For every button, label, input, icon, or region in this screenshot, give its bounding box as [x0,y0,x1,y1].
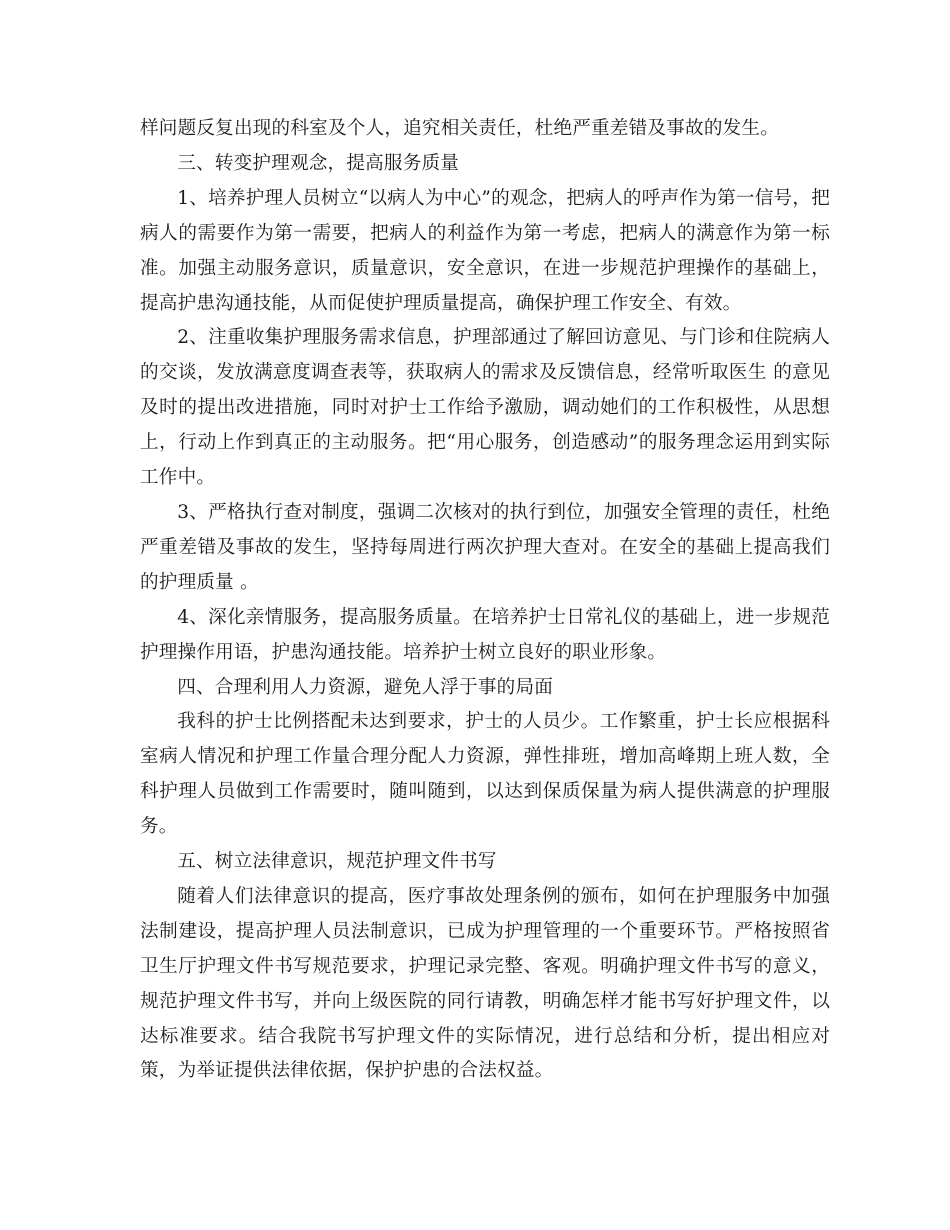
section-heading-3: 三、转变护理观念，提高服务质量 [177,152,460,174]
document-body [140,112,830,1089]
paragraph-staffing: 我科的护士比例搭配未达到要求，护士的人员少。工作繁重，护士长应根据科室病人情况和护理工作量合理分配人力资源，弹性排班，增加高峰期上班人数，全科护理人员做到工作需要时，随叫随到，以达到保质保量为病人提供满意的护理服务。 [140,711,830,838]
paragraph-item-4: 4、深化亲情服务，提高服务质量。在培养护士日常礼仪的基础上，进一步规范护理操作用语，护患沟通技能。培养护士树立良好的职业形象。 [140,606,830,663]
section-heading-4: 四、合理利用人力资源，避免人浮于事的局面 [177,676,554,698]
paragraph-item-1: 1、培养护理人员树立“以病人为中心”的观念，把病人的呼声作为第一信号，把病人的需要作为第一需要，把病人的利益作为第一考虑，把病人的满意作为第一标准。加强主动服务意识，质量意识，安全意识，在进一步规范护理操作的基础上，提高护患沟通技能，从而促使护理质量提高，确保护理工作安全、有效。 [140,187,830,314]
paragraph-legal: 随着人们法律意识的提高，医疗事故处理条例的颁布，如何在护理服务中加强法制建设，提高护理人员法制意识，已成为护理管理的一个重要环节。严格按照省卫生厅护理文件书写规范要求，护理记录完整、客观。明确护理文件书写的意义，规范护理文件书写，并向上级医院的同行请教，明确怎样才能书写好护理文件，以达标准要求。结合我院书写护理文件的实际情况，进行总结和分析，提出相应对策，为举证提供法律依据，保护护患的合法权益。 [140,885,830,1082]
section-heading-5: 五、树立法律意识，规范护理文件书写 [177,851,497,873]
paragraph-item-2: 2、注重收集护理服务需求信息，护理部通过了解回访意见、与门诊和住院病人的交谈，发放满意度调查表等，获取病人的需求及反馈信息，经常听取医生 的意见及时的提出改进措施，同时对护士工作给予激励，调动她们的工作积极性，从思想上，行动上作到真正的主动服务。把“用心服务，创造感动”的服务理念运用到实际工作中。 [140,327,830,489]
paragraph-item-3: 3、严格执行查对制度，强调二次核对的执行到位，加强安全管理的责任，杜绝严重差错及事故的发生，坚持每周进行两次护理大查对。在安全的基础上提高我们的护理质量 。 [140,501,830,593]
paragraph-continuation: 样问题反复出现的科室及个人，追究相关责任，杜绝严重差错及事故的发生。 [140,118,779,139]
